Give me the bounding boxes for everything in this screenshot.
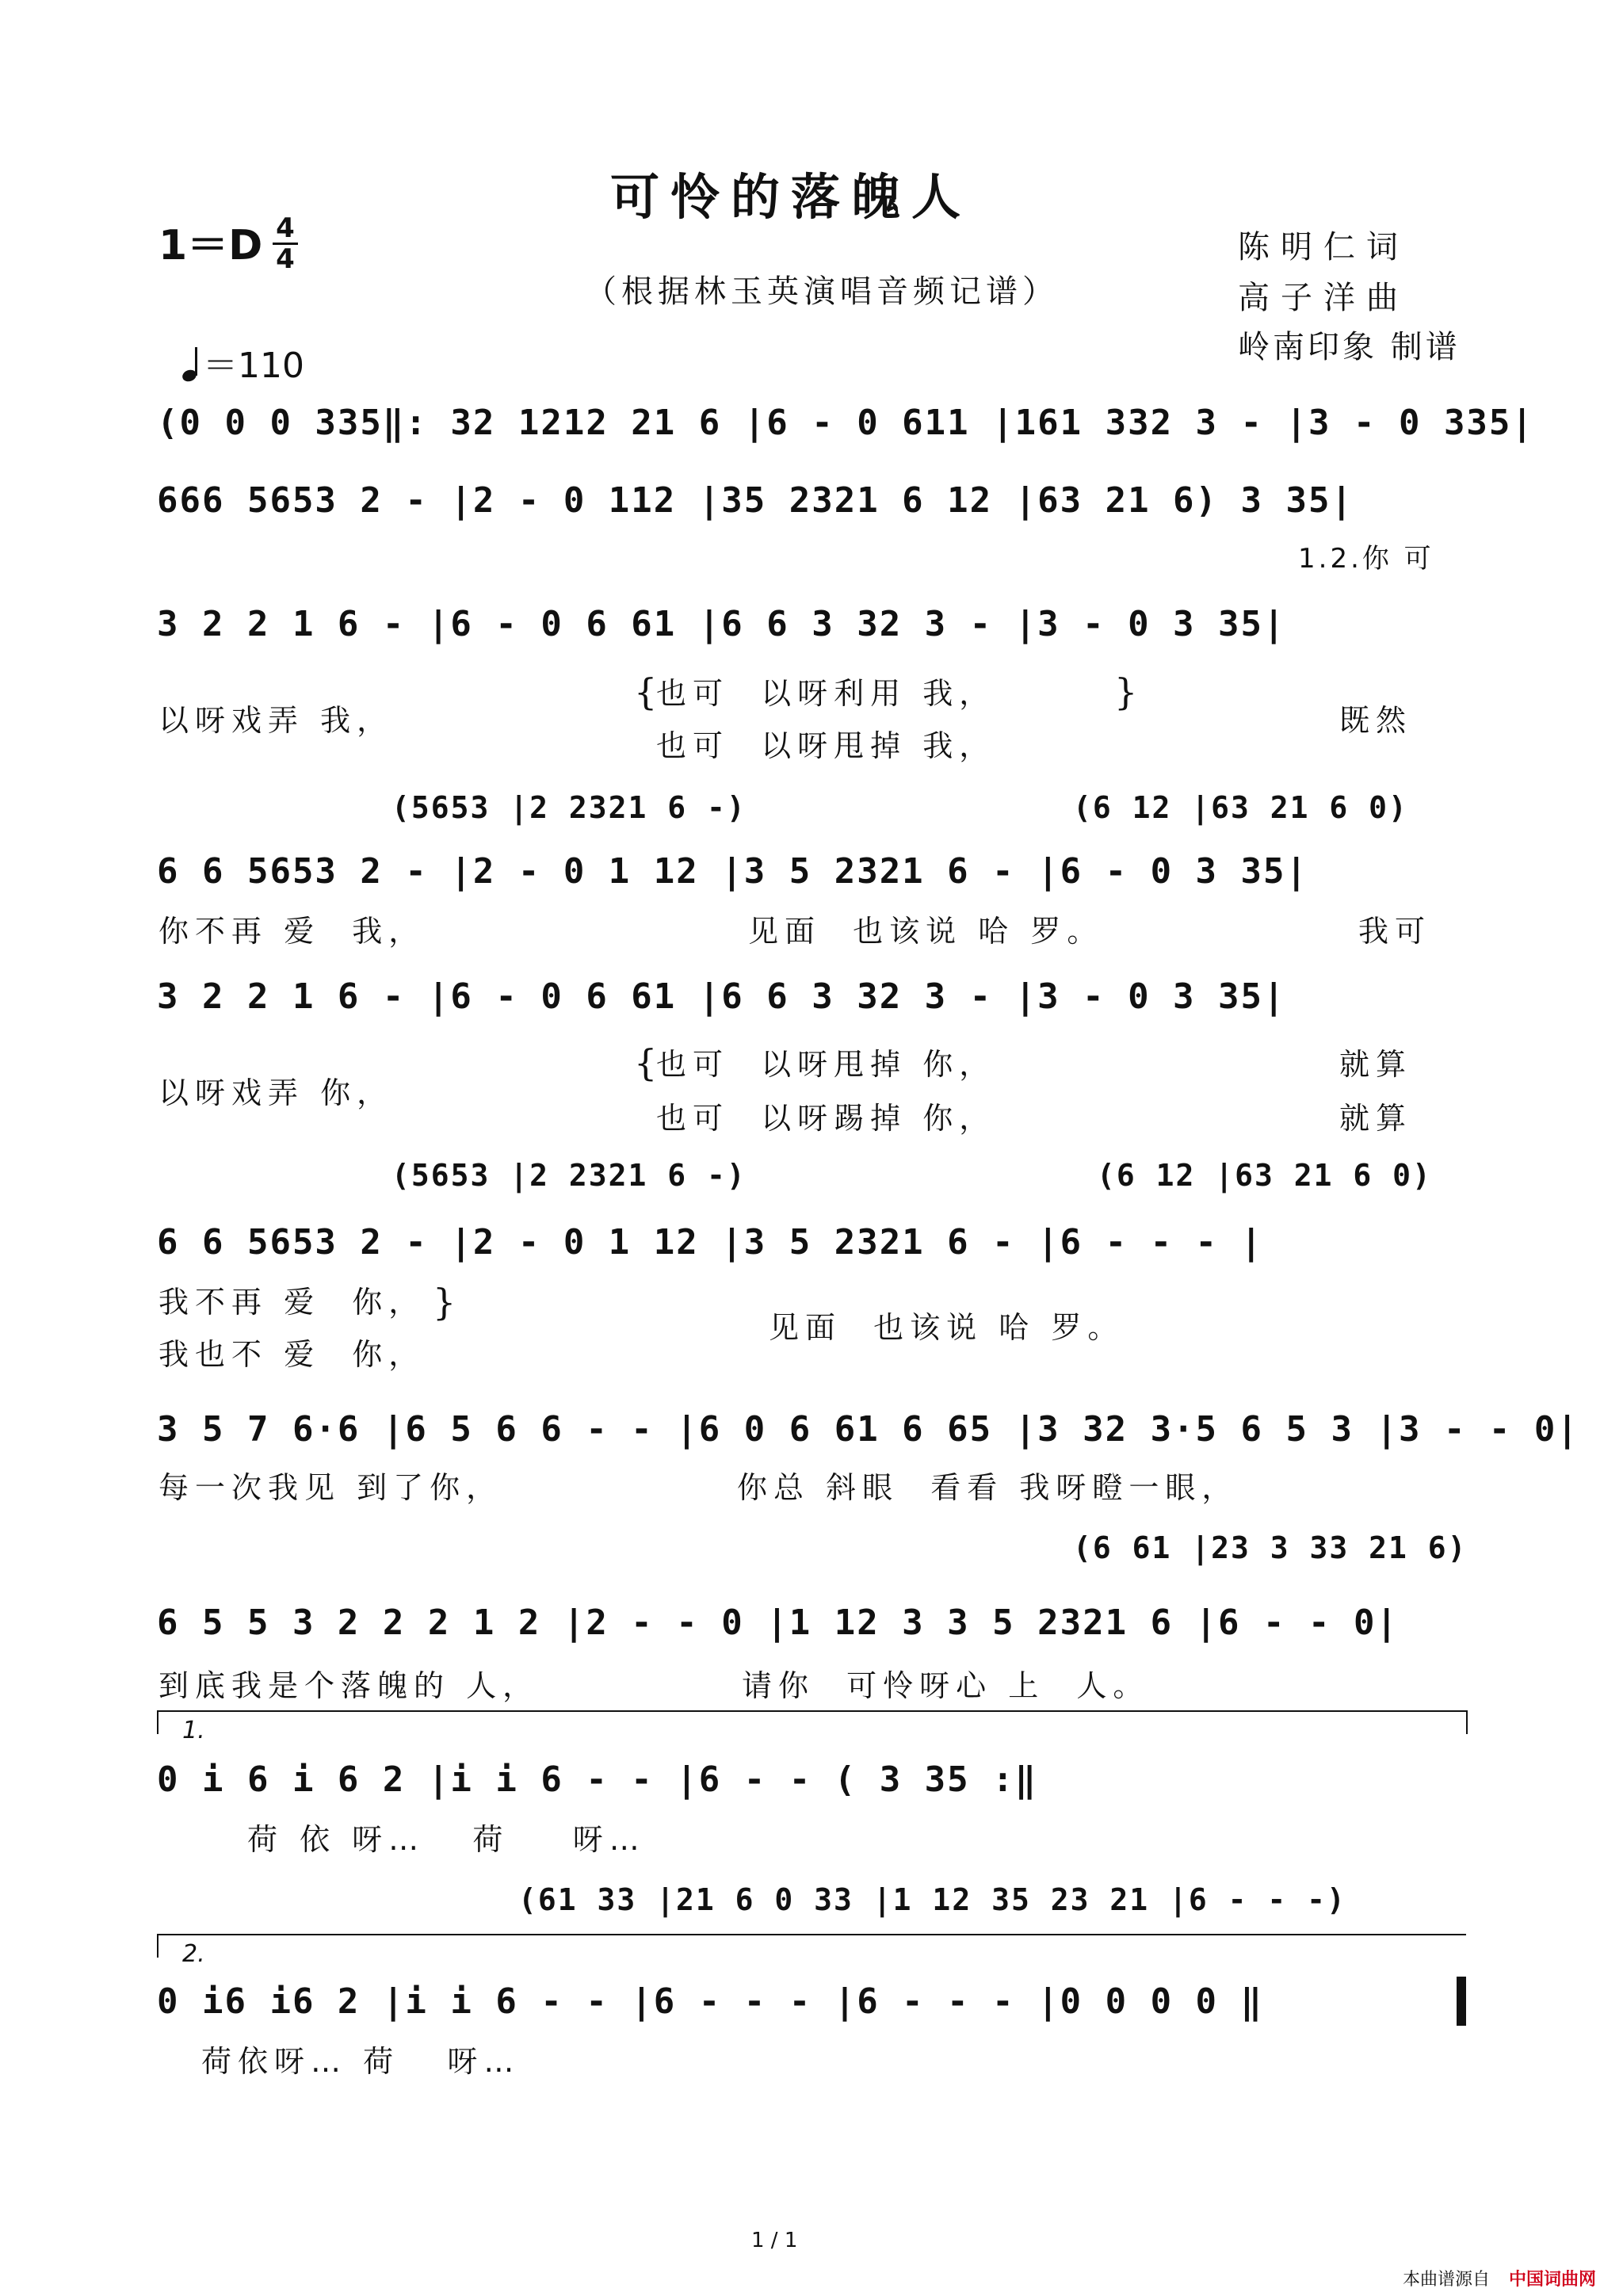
verse-brace-left-2: { <box>634 1041 658 1084</box>
lyric-line-8: 到底我是个落魄的 人， <box>158 1668 540 1703</box>
score-line-10: 0 i6 i6 2 |i i 6 - - |6 - - - |6 - - - |0 0 0 0 ‖ <box>157 1981 1264 2022</box>
instrumental-fill-6: (61 33 |21 6 0 33 |1 12 35 23 21 |6 - - -) <box>518 1882 1346 1917</box>
score-line-7: 3 5 7 6·6 |6 5 6 6 - - |6 0 6 61 6 65 |3 32 3·5 6 5 3 |3 - - 0| <box>157 1409 1579 1450</box>
lyric-line-6-verse-1: 我不再 爱 你， <box>158 1285 426 1320</box>
score-line-5: 3 2 2 1 6 - |6 - 0 6 61 |6 6 3 32 3 - |3 - 0 3 35| <box>157 976 1286 1017</box>
first-ending-label: 1. <box>182 1717 205 1744</box>
lyric-line-5-end-1: 就算 <box>1339 1047 1413 1082</box>
second-ending-label: 2. <box>182 1940 205 1968</box>
first-ending-bracket <box>157 1710 1468 1744</box>
lyric-line-3-end: 既然 <box>1339 703 1413 738</box>
score-line-1: (0 0 0 335‖: 32 1212 21 6 |6 - 0 611 |161 332 3 - |3 - 0 335| <box>157 403 1534 443</box>
lyric-line-5-verse-2: 也可 以呀踢掉 你， <box>656 1101 996 1136</box>
lyric-line-3: 以呀戏弄 我， <box>158 703 394 738</box>
lyric-line-2: 1.2.你 可 <box>1298 543 1434 575</box>
instrumental-fill-1: (5653 |2 2321 6 -) <box>391 790 747 825</box>
instrumental-fill-3: (5653 |2 2321 6 -) <box>391 1158 747 1193</box>
score-line-4: 6 6 5653 2 - |2 - 0 1 12 |3 5 2321 6 - |6 - 0 3 35| <box>157 851 1309 892</box>
verse-brace-left: { <box>634 670 658 713</box>
score-line-9: 0 i 6 i 6 2 |i i 6 - - |6 - - ( 3 35 :‖ <box>157 1759 1038 1800</box>
time-signature <box>269 214 301 273</box>
lyric-line-4-end: 我可 <box>1358 914 1432 949</box>
score-line-3: 3 2 2 1 6 - |6 - 0 6 61 |6 6 3 32 3 - |3 - 0 3 35| <box>157 604 1286 644</box>
lyric-line-7-mid: 你总 斜眼 看看 我呀瞪一眼， <box>737 1470 1239 1505</box>
lyricist-credit: 陈明仁词 <box>1238 229 1409 266</box>
verse-brace-right-2: } <box>433 1281 456 1324</box>
page-number: 1 / 1 <box>751 2229 798 2252</box>
tempo-value: ＝110 <box>202 346 304 386</box>
time-signature-top: 4 <box>276 212 295 244</box>
instrumental-fill-4: (6 12 |63 21 6 0) <box>1097 1158 1432 1193</box>
subtitle: （根据林玉英演唱音频记谱） <box>585 273 1059 310</box>
lyric-line-4: 你不再 爱 我， <box>158 914 426 949</box>
time-signature-bottom: 4 <box>276 243 295 275</box>
key-signature: 1＝D <box>158 222 263 269</box>
quarter-note-icon <box>181 346 203 382</box>
verse-brace-right: } <box>1114 670 1138 713</box>
lyric-line-8-mid: 请你 可怜呀心 上 人。 <box>742 1668 1150 1703</box>
tempo-marking <box>158 311 304 384</box>
lyric-line-10: 荷依呀… 荷 呀… <box>201 2044 521 2079</box>
lyric-line-5-end-2: 就算 <box>1339 1101 1413 1136</box>
instrumental-fill-2: (6 12 |63 21 6 0) <box>1073 790 1408 825</box>
final-barline <box>1457 1977 1466 2026</box>
lyric-line-3-verse-2: 也可 以呀甩掉 我， <box>656 728 996 763</box>
footer-site-logo[interactable]: 中国词曲网 <box>1509 2270 1597 2290</box>
composer-credit: 高子洋曲 <box>1238 280 1409 316</box>
score-line-2: 666 5653 2 - |2 - 0 112 |35 2321 6 12 |63 21 6) 3 35| <box>157 480 1354 521</box>
lyric-line-9: 荷 依 呀… 荷 呀… <box>247 1822 646 1857</box>
lyric-line-5: 以呀戏弄 你， <box>158 1075 394 1110</box>
lyric-line-4-mid: 见面 也该说 哈 罗。 <box>748 914 1104 949</box>
footer-source: 本曲谱源自 <box>1403 2270 1491 2290</box>
lyric-line-5-verse-1: 也可 以呀甩掉 你， <box>656 1047 996 1082</box>
score-line-6: 6 6 5653 2 - |2 - 0 1 12 |3 5 2321 6 - |6 - - - | <box>157 1222 1264 1263</box>
score-line-8: 6 5 5 3 2 2 2 1 2 |2 - - 0 |1 12 3 3 5 2321 6 |6 - - 0| <box>157 1603 1399 1643</box>
lyric-line-7: 每一次我见 到了你， <box>158 1470 503 1505</box>
lyric-line-6-mid: 见面 也该说 哈 罗。 <box>769 1310 1125 1345</box>
second-ending-bracket <box>157 1934 1466 1968</box>
instrumental-fill-5: (6 61 |23 3 33 21 6) <box>1073 1530 1468 1565</box>
lyric-line-3-verse-1: 也可 以呀利用 我， <box>656 676 996 711</box>
arranger-credit: 岭南印象 制谱 <box>1238 329 1461 365</box>
page-title: 可怜的落魄人 <box>610 168 972 226</box>
lyric-line-6-verse-2: 我也不 爱 你， <box>158 1337 426 1372</box>
